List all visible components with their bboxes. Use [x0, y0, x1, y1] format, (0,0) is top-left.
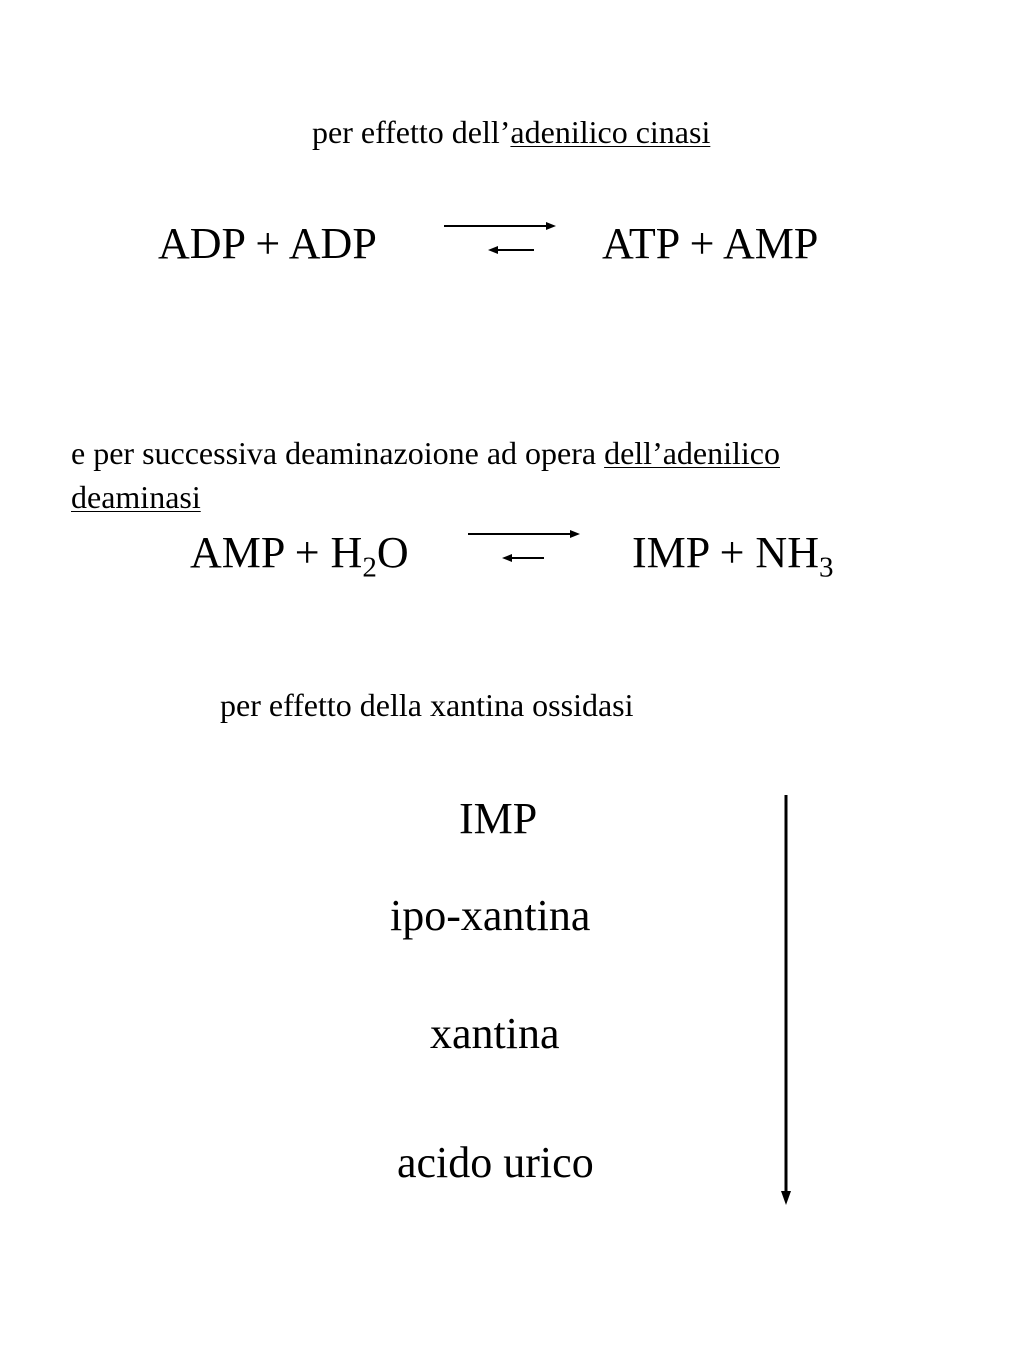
- reaction-2-right-text: IMP + NH: [632, 528, 819, 577]
- down-arrow-icon: [776, 795, 796, 1210]
- reaction-2-right: [632, 527, 834, 584]
- equilibrium-arrows-2: [466, 527, 586, 567]
- subscript: 3: [818, 551, 834, 584]
- equilibrium-arrows-1: [440, 218, 560, 258]
- enzyme-name-part1: dell’adenilico: [604, 435, 780, 471]
- pathway-step: ipo-xantina: [390, 891, 591, 940]
- caption-deaminasi-line2: [71, 479, 201, 516]
- enzyme-name: adenilico cinasi: [510, 114, 711, 150]
- reaction-2-left: [190, 527, 409, 584]
- pathway-step: IMP: [459, 794, 538, 843]
- reaction-1-right: ATP + AMP: [602, 219, 819, 268]
- reaction-2-left-text-end: O: [376, 528, 409, 577]
- caption-deaminasi-line1: [71, 435, 780, 472]
- subscript: 2: [362, 551, 377, 584]
- caption-prefix: per effetto dell’: [312, 114, 511, 150]
- caption-adenilico-cinasi: [312, 114, 710, 151]
- pathway-step: xantina: [430, 1009, 560, 1058]
- caption-prefix: e per successiva deaminazoione ad opera: [71, 435, 605, 471]
- enzyme-name-part2: deaminasi: [71, 479, 201, 515]
- reaction-1-left: ADP + ADP: [158, 219, 377, 268]
- caption-xantina-ossidasi: per effetto della xantina ossidasi: [220, 687, 634, 723]
- pathway-step: acido urico: [397, 1138, 594, 1187]
- reaction-2-left-text: AMP + H: [190, 528, 363, 577]
